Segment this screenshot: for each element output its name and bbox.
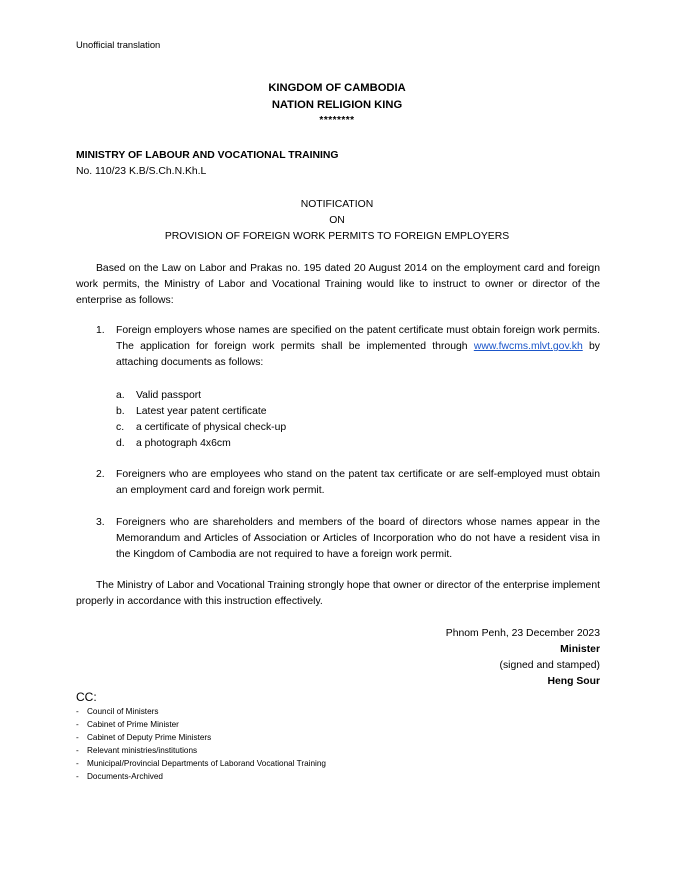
fwcms-link[interactable]: www.fwcms.mlvt.gov.kh — [473, 341, 583, 352]
list-item: - Documents-Archived — [76, 772, 163, 781]
item-number: 1. — [96, 325, 105, 336]
notification-subject: PROVISION OF FOREIGN WORK PERMITS TO FOREIGN EMPLOYERS — [164, 231, 510, 242]
list-item-3 — [96, 515, 600, 563]
signed-stamped-note: (signed and stamped) — [499, 660, 600, 671]
reference-number: No. 110/23 K.B/S.Ch.N.Kh.L — [76, 166, 207, 177]
notification-title: NOTIFICATION — [300, 199, 374, 210]
list-item: - Municipal/Provincial Departments of Laborand Vocational Training — [76, 759, 326, 768]
list-item-2 — [96, 467, 600, 499]
item-number: 2. — [96, 469, 105, 480]
item-number: 3. — [96, 517, 105, 528]
list-item: - Cabinet of Prime Minister — [76, 720, 179, 729]
item-2-text: Foreigners who are employees who stand on the patent tax certificate or are self-employed must obtain an employment card and foreign work permit. — [116, 469, 600, 496]
list-item: - Cabinet of Deputy Prime Ministers — [76, 733, 212, 742]
signatory-title: Minister — [560, 644, 600, 655]
kingdom-title: KINGDOM OF CAMBODIA — [268, 82, 406, 94]
ministry-name: MINISTRY OF LABOUR AND VOCATIONAL TRAINING — [76, 150, 339, 161]
item-3-text: Foreigners who are shareholders and members of the board of directors whose names appear in the Memorandum and Articles of Association or Articles of Incorporation who do not have a resident visa in the Kingdom of Cambodia are not required to have a foreign work permit. — [116, 517, 600, 560]
list-item: d. a photograph 4x6cm — [116, 438, 231, 449]
list-item: - Council of Ministers — [76, 707, 159, 716]
list-item: a. Valid passport — [116, 390, 202, 401]
list-item: c. a certificate of physical check-up — [116, 422, 287, 433]
list-item-1 — [96, 323, 600, 371]
star-divider: ******** — [319, 115, 355, 126]
signatory-name: Heng Sour — [547, 676, 600, 687]
list-item: b. Latest year patent certificate — [116, 406, 267, 417]
unofficial-translation-note: Unofficial translation — [76, 39, 161, 50]
place-date: Phnom Penh, 23 December 2023 — [445, 628, 600, 639]
notification-on: ON — [329, 215, 345, 226]
cc-list — [76, 705, 496, 783]
closing-paragraph: The Ministry of Labor and Vocational Training strongly hope that owner or director of the enterprise implement properly in accordance with this instruction effectively. — [76, 580, 600, 607]
document-sublist — [116, 388, 596, 452]
list-item: - Relevant ministries/institutions — [76, 746, 198, 755]
cc-label: CC: — [76, 690, 97, 704]
item-1-text: Foreign employers whose names are specified on the patent certificate must obtain foreign work permits. The application for foreign work permits shall be implemented through www.fwcms.mlvt.gov.kh by attaching documents as follows: — [116, 325, 600, 368]
nation-religion-king: NATION RELIGION KING — [271, 99, 403, 111]
intro-paragraph: Based on the Law on Labor and Prakas no. 195 dated 20 August 2014 on the employment card and foreign work permits, the Ministry of Labor and Vocational Training would like to instruct to owner or director of the enterprise as follows: — [76, 263, 600, 306]
